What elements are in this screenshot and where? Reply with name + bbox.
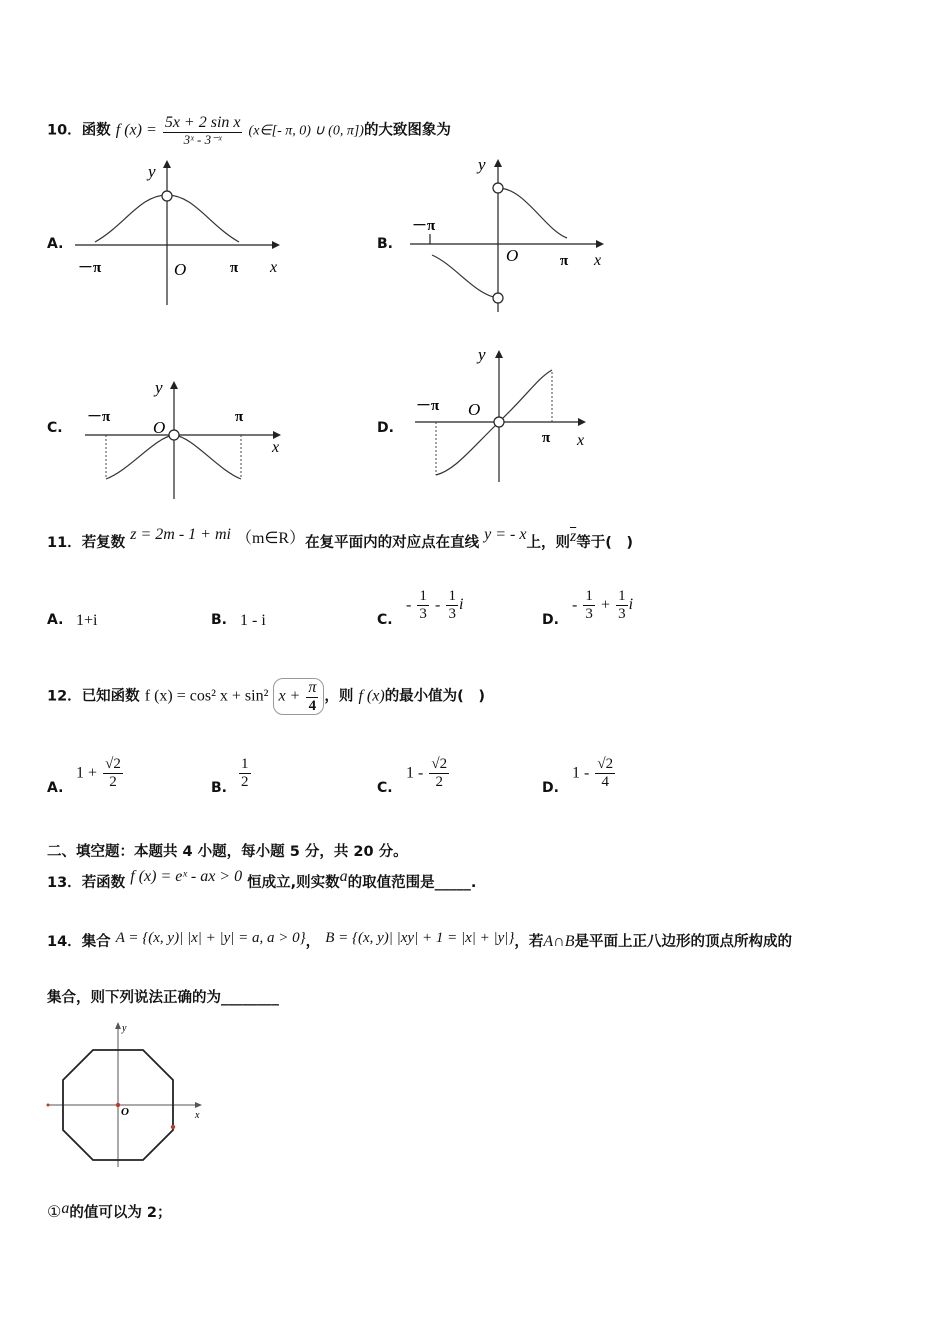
graph-option-b xyxy=(400,150,620,315)
intersection: A∩B xyxy=(543,933,575,950)
fraction xyxy=(417,588,429,622)
denominator: 2 xyxy=(435,773,444,790)
curve-left xyxy=(432,255,498,298)
numerator: √2 xyxy=(597,756,614,772)
q12-option-a-value xyxy=(76,756,124,790)
denominator: 4 xyxy=(601,773,610,790)
denominator: 2 xyxy=(109,773,117,790)
origin-label: O xyxy=(506,246,519,265)
x-axis-arrow xyxy=(596,240,604,248)
function-lhs: f (x) = cos² x + sin² xyxy=(144,687,269,705)
question-number: 14． xyxy=(47,934,82,950)
q12-option-a-label: A. xyxy=(47,780,64,796)
question-12 xyxy=(47,678,485,715)
sign: - xyxy=(406,596,412,614)
y-axis-arrow xyxy=(495,350,503,358)
y-axis-arrow xyxy=(170,381,178,389)
set-a: A = {(x, y)| |x| + |y| = a, a > 0} xyxy=(115,930,306,946)
numerator: √2 xyxy=(105,756,121,772)
fraction-denominator: 3ˣ - 3⁻ˣ xyxy=(183,131,222,147)
prefix: 1 + xyxy=(76,764,98,782)
z-conjugate: $\overline{z}$ xyxy=(569,528,577,545)
pi-fraction xyxy=(306,679,318,714)
function-fraction xyxy=(163,114,243,147)
q11-option-d-label: D. xyxy=(542,612,559,628)
question-lead: 若函数 xyxy=(81,875,126,891)
pi-label: π xyxy=(230,260,239,276)
numerator: 1 xyxy=(585,588,593,604)
question-number: 12． xyxy=(47,688,82,705)
octagon-figure xyxy=(42,1015,212,1175)
pi-label: π xyxy=(560,253,569,269)
complex-expression: z = 2m - 1 + mi xyxy=(130,526,231,543)
hollow-point xyxy=(169,430,179,440)
q11-option-a-label: A. xyxy=(47,612,64,628)
y-label: y xyxy=(148,162,156,181)
statement-text: 的值可以为 2； xyxy=(69,1205,172,1221)
fraction xyxy=(239,756,251,790)
question-13 xyxy=(47,868,476,898)
inequality: f (x) = eˣ - ax > 0 xyxy=(130,868,243,885)
q12-option-c-label: C. xyxy=(377,780,393,796)
numerator: 1 xyxy=(419,588,427,604)
operator: - xyxy=(435,596,441,614)
variable-a: a xyxy=(339,868,348,885)
operator: + xyxy=(601,596,611,614)
q11-option-c-value xyxy=(406,588,463,622)
function-name: f (x) xyxy=(358,687,385,705)
denominator: 3 xyxy=(448,605,456,622)
neg-pi-label: －π xyxy=(412,218,436,234)
question-number: 10． xyxy=(47,122,82,139)
denominator: 4 xyxy=(308,697,317,714)
question-lead: 已知函数 xyxy=(81,688,140,705)
y-label: y xyxy=(155,378,163,397)
question-tail-2: 等于( ) xyxy=(576,535,633,551)
question-10 xyxy=(47,114,451,147)
function-lhs: f (x) = xyxy=(115,121,157,139)
denominator: 3 xyxy=(419,605,427,622)
prefix: 1 - xyxy=(406,764,424,782)
imaginary-unit: i xyxy=(628,596,634,613)
origin-label: O xyxy=(468,400,481,419)
q11-option-b-label: B. xyxy=(211,612,227,628)
fraction xyxy=(446,588,458,622)
x-label: x xyxy=(594,252,602,269)
sign: - xyxy=(572,596,578,614)
x-label: x xyxy=(270,259,278,276)
numerator: 1 xyxy=(448,588,456,604)
question-lead: 若复数 xyxy=(81,535,126,551)
question-number: 13． xyxy=(47,875,82,891)
line-equation: y = - x xyxy=(484,526,527,543)
x-label: x xyxy=(272,439,280,456)
option-d-label: D. xyxy=(377,420,394,436)
circled-number: ① xyxy=(47,1204,62,1221)
q12-option-b-value xyxy=(238,756,252,790)
q12-option-d-label: D. xyxy=(542,780,559,796)
question-lead: 集合 xyxy=(81,934,111,950)
q12-option-c-value xyxy=(406,756,450,790)
fraction-numerator: 5x + 2 sin x xyxy=(164,114,241,131)
y-label: y xyxy=(478,345,486,364)
set-b: B = {(x, y)| |xy| + 1 = |x| + |y|} xyxy=(325,930,515,946)
denominator: 2 xyxy=(241,773,249,790)
origin-label: O xyxy=(153,418,166,437)
origin-label: O xyxy=(174,260,187,279)
graph-option-a xyxy=(70,150,290,310)
question-mid: 在复平面内的对应点在直线 xyxy=(305,535,480,551)
paren-group xyxy=(273,678,324,715)
numerator: 1 xyxy=(618,588,626,604)
hollow-point xyxy=(162,191,172,201)
question-number: 11． xyxy=(47,535,82,551)
option-b-label: B. xyxy=(377,236,393,252)
fraction xyxy=(429,756,449,790)
curve-right xyxy=(498,188,567,238)
statement-1 xyxy=(47,1202,171,1224)
paren-inner: x + xyxy=(278,687,301,705)
denominator: 3 xyxy=(585,605,593,622)
prefix: 1 - xyxy=(572,764,590,782)
y-axis-arrow xyxy=(494,159,502,167)
pi-label: π xyxy=(235,409,244,425)
x-label: x xyxy=(195,1110,200,1121)
y-label: y xyxy=(122,1023,127,1034)
question-tail: 的大致图象为 xyxy=(363,122,451,139)
imaginary-unit: i xyxy=(458,596,464,613)
numerator: π xyxy=(308,679,317,696)
separator: ， xyxy=(305,934,321,950)
x-label: x xyxy=(577,432,585,449)
fraction xyxy=(595,756,615,790)
y-axis-arrow xyxy=(115,1022,121,1029)
function-domain: (x∈[- π, 0) ∪ (0, π]) xyxy=(248,123,364,139)
question-lead: 函数 xyxy=(81,122,111,139)
numerator: 1 xyxy=(241,756,249,772)
vertex-point xyxy=(171,1125,175,1129)
question-tail-1: ，则 xyxy=(324,688,354,705)
question-mid: ，若 xyxy=(514,934,544,950)
fraction xyxy=(583,588,595,622)
q11-option-d-value xyxy=(572,588,633,622)
question-14-line2: 集合，则下列说法正确的为________ xyxy=(47,990,279,1006)
hollow-point-bottom xyxy=(493,293,503,303)
neg-pi-label: －π xyxy=(78,260,102,276)
denominator: 3 xyxy=(618,605,626,622)
question-14 xyxy=(47,927,792,957)
q12-option-b-label: B. xyxy=(211,780,227,796)
fraction xyxy=(616,588,628,622)
x-axis-arrow xyxy=(273,431,281,439)
x-axis-arrow xyxy=(578,418,586,426)
question-tail-1: 上，则 xyxy=(526,535,570,551)
y-axis-arrow xyxy=(163,160,171,168)
y-label: y xyxy=(478,155,486,174)
neg-pi-label: －π xyxy=(416,398,440,414)
graph-option-c xyxy=(75,375,295,505)
origin-point xyxy=(116,1103,120,1107)
question-mid: 恒成立,则实数 xyxy=(247,875,340,891)
q11-option-a-value: 1+i xyxy=(76,612,98,629)
question-11 xyxy=(47,528,633,558)
hollow-point xyxy=(494,417,504,427)
graph-option-d xyxy=(410,340,610,485)
option-c-label: C. xyxy=(47,420,63,436)
x-axis-arrow xyxy=(272,241,280,249)
origin-label: O xyxy=(121,1106,129,1118)
axis-end-point xyxy=(47,1104,50,1107)
hollow-point-top xyxy=(493,183,503,193)
q12-option-d-value xyxy=(572,756,616,790)
q11-option-b-value: 1 - i xyxy=(240,612,266,629)
variable-a: a xyxy=(61,1200,70,1217)
option-a-label: A. xyxy=(47,236,64,252)
condition: （m∈R） xyxy=(236,530,306,547)
neg-pi-label: －π xyxy=(87,409,111,425)
numerator: √2 xyxy=(431,756,448,772)
question-tail: 是平面上正八边形的顶点所构成的 xyxy=(574,934,792,950)
fraction xyxy=(103,756,123,790)
section-heading: 二、填空题：本题共 4 小题，每小题 5 分，共 20 分。 xyxy=(47,844,408,860)
question-tail: 的取值范围是_____. xyxy=(347,875,477,891)
question-tail-2: 的最小值为( ) xyxy=(384,688,485,705)
x-axis-arrow xyxy=(195,1102,202,1108)
pi-label: π xyxy=(542,430,551,446)
q11-option-c-label: C. xyxy=(377,612,393,628)
